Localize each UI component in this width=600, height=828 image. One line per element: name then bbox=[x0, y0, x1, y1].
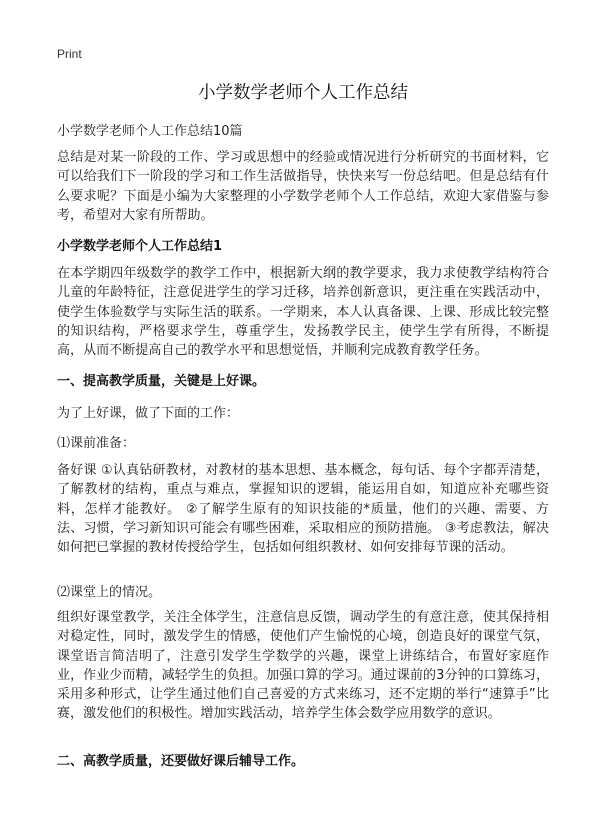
intro-paragraph: 总结是对某一阶段的工作、学习或思想中的经验或情况进行分析研究的书面材料，它可以给我们下一阶段的学习和工作生活做指导，快快来写一份总结吧。但是总结有什么要求呢？下面是小编为大家整理的小学数学老师个人工作总结，欢迎大家借鉴与参考，希望对大家有所帮助。 bbox=[57, 150, 549, 223]
print-link[interactable]: Print bbox=[57, 47, 82, 61]
page-title: 小学数学老师个人工作总结 bbox=[198, 83, 408, 103]
item-1-paragraph: 备好课 ①认真钻研教材，对教材的基本思想、基本概念，每句话、每个字都弄清楚，了解教材的结构，重点与难点，掌握知识的逻辑，能运用自如，知道应补充哪些资料，怎样才能教好。 ②了解学生原有的知识技能的*质量，他们的兴趣、需要、方法、习惯，学习新知识可能会有哪些困难，采取相应的预防措施。 ③考虑教法，解决如何把已掌握的教材传授给学生，包括如何组织教材、如何安排每节课的活动。 bbox=[57, 463, 549, 556]
item-1-label: ⑴课前准备： bbox=[57, 436, 136, 451]
heading-improve-teaching-quality: 一、提高教学质量，关键是上好课。 bbox=[57, 374, 266, 389]
section-1-heading: 小学数学老师个人工作总结1 bbox=[57, 239, 223, 254]
heading-after-class-tutoring: 二、高教学质量，还要做好课后辅导工作。 bbox=[57, 754, 305, 769]
section-1-paragraph: 在本学期四年级数学的教学工作中，根据新大纲的教学要求，我力求使教学结构符合儿童的年龄特征，注意促进学生的学习迁移，培养创新意识，更注重在实践活动中，使学生体验数学与实际生活的联系。一学期来，本人认真备课、上课、形成比较完整的知识结构，严格要求学生，尊重学生，发扬教学民主，使学生学有所得，不断提高，从而不断提高自己的教学水平和思想觉悟，并顺利完成教育教学任务。 bbox=[57, 266, 549, 359]
work-intro-line: 为了上好课，做了下面的工作： bbox=[57, 406, 240, 421]
item-2-paragraph: 组织好课堂教学，关注全体学生，注意信息反馈，调动学生的有意注意，使其保持相对稳定性，同时，激发学生的情感，使他们产生愉悦的心境，创造良好的课堂气氛，课堂语言简洁明了，注意引发学生学数学的兴趣，课堂上讲练结合，布置好家庭作业，作业少而精，减轻学生的负担。加强口算的学习。通过课前的3分钟的口算练习，采用多种形式，让学生通过他们自己喜爱的方式来练习，还不定期的举行“速算手”比赛，激发他们的积极性。增加实践活动，培养学生体会数学应用数学的意识。 bbox=[57, 610, 549, 722]
document-subtitle: 小学数学老师个人工作总结10篇 bbox=[57, 124, 243, 139]
item-2-label: ⑵课堂上的情况。 bbox=[57, 585, 162, 600]
